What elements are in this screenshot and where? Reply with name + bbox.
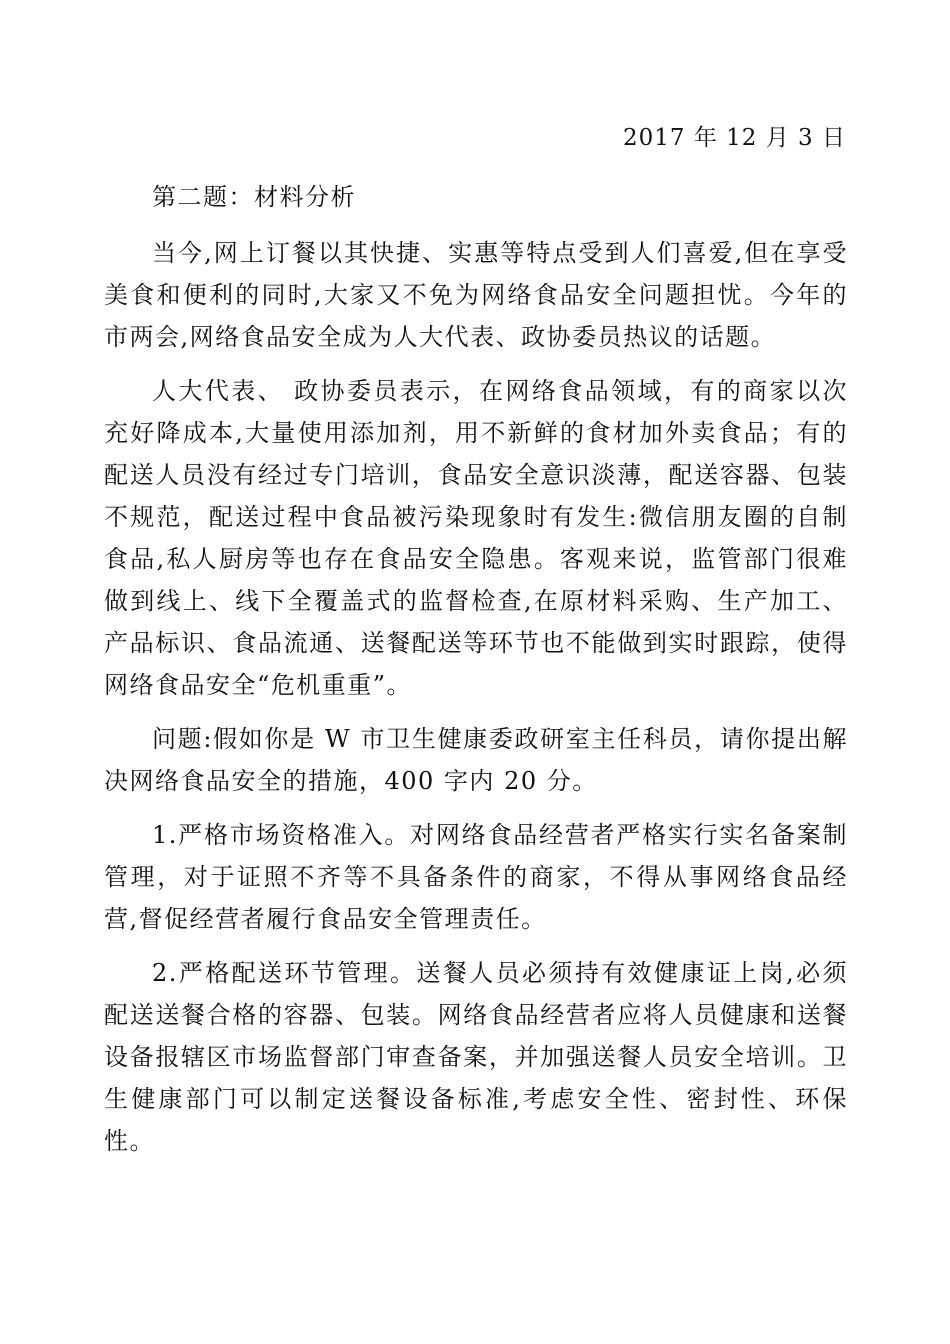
document-date: 2017 年 12 月 3 日 (623, 125, 846, 151)
section-title: 第二题：材料分析 (152, 183, 356, 211)
paragraph-intro: 当今,网上订餐以其快捷、实惠等特点受到人们喜爱,但在享受美食和便利的同时,大家又不免为网络食品安全问题担忧。今年的市两会,网络食品安全成为人大代表、政协委员热议的话题。 (104, 239, 848, 351)
paragraph-question: 问题:假如你是 W 市卫生健康委政研室主任科员，请你提出解决网络食品安全的措施，400 字内 20 分。 (104, 725, 848, 795)
paragraph-answer-1: 1.严格市场资格准入。对网络食品经营者严格实行实名备案制管理，对于证照不齐等不具备条件的商家，不得从事网络食品经营,督促经营者履行食品安全管理责任。 (104, 821, 848, 933)
paragraph-representatives: 人大代表、 政协委员表示，在网络食品领域，有的商家以次充好降成本,大量使用添加剂，用不新鲜的食材加外卖食品；有的配送人员没有经过专门培训，食品安全意识淡薄，配送容器、包装不规范，配送过程中食品被污染现象时有发生:微信朋友圈的自制食品,私人厨房等也存在食品安全隐患。客观来说，监管部门很难做到线上、线下全覆盖式的监督检查,在原材料采购、生产加工、产品标识、食品流通、送餐配送等环节也不能做到实时跟踪，使得网络食品安全“危机重重”。 (104, 377, 848, 699)
paragraph-answer-2: 2.严格配送环节管理。送餐人员必须持有效健康证上岗,必须配送送餐合格的容器、包装。网络食品经营者应将人员健康和送餐设备报辖区市场监督部门审查备案，并加强送餐人员安全培训。卫生健康部门可以制定送餐设备标准,考虑安全性、密封性、环保性。 (104, 959, 848, 1155)
document-body (104, 176, 848, 1162)
